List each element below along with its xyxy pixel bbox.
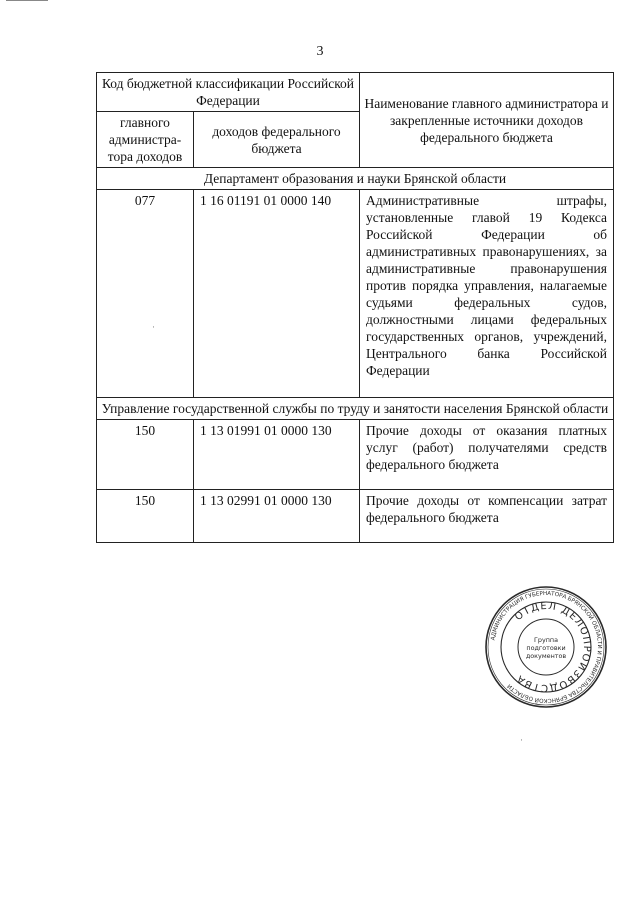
- revenue-description-cell: Прочие доходы от компенсации затрат федерального бюджета: [360, 490, 614, 543]
- office-stamp: [484, 585, 608, 709]
- admin-code-cell: 150: [97, 490, 194, 543]
- header-budget-code-group: Код бюджетной классификации Российской Федерации: [97, 73, 360, 112]
- header-chief-administrator: главного администра-тора доходов: [97, 112, 194, 168]
- section-row: [97, 398, 614, 420]
- table-row: [97, 190, 614, 398]
- revenue-description-cell: Административные штрафы, установленные главой 19 Кодекса Российской Федерации об административных правонарушениях, за административные правонарушения против порядка управления, налагаемые судьями федеральных судов, должностными лицами федеральных государственных органов, учреждений, Центрального банка Российской Федерации: [360, 190, 614, 398]
- scan-speck: ·: [520, 735, 523, 745]
- admin-code-cell: 077: [97, 190, 194, 398]
- section-row: [97, 168, 614, 190]
- kbk-code-cell: 1 13 02991 01 0000 130: [194, 490, 360, 543]
- admin-code-cell: 150: [97, 420, 194, 490]
- stamp-arc-text: ОТДЕЛ ДЕЛОПРОИЗВОДСТВА: [512, 600, 593, 694]
- stamp-center-line1: Группа: [533, 636, 559, 644]
- stamp-center-line2: подготовки: [526, 644, 566, 652]
- header-federal-budget-revenue: доходов федерального бюджета: [194, 112, 360, 168]
- section-title: Управление государственной службы по труду и занятости населения Брянской области: [97, 398, 614, 420]
- stamp-center-line3: документов: [525, 652, 567, 660]
- kbk-code-cell: 1 13 01991 01 0000 130: [194, 420, 360, 490]
- kbk-code-cell: 1 16 01191 01 0000 140: [194, 190, 360, 398]
- page-number: 3: [316, 44, 324, 59]
- table-row: [97, 420, 614, 490]
- corner-scan-mark: [6, 0, 48, 4]
- header-administrator-name: Наименование главного администратора и закрепленные источники доходов федерального бюджета: [360, 73, 614, 168]
- table-row: [97, 490, 614, 543]
- budget-classification-table: [96, 72, 614, 543]
- section-title: Департамент образования и науки Брянской области: [97, 168, 614, 190]
- scan-speck: ·: [152, 322, 155, 332]
- revenue-description-cell: Прочие доходы от оказания платных услуг (работ) получателями средств федерального бюджета: [360, 420, 614, 490]
- stamp-ring-text: АДМИНИСТРАЦИЯ ГУБЕРНАТОРА БРЯНСКОЙ ОБЛАСТИ И ПРАВИТЕЛЬСТВА БРЯНСКОЙ ОБЛАСТИ: [490, 590, 603, 704]
